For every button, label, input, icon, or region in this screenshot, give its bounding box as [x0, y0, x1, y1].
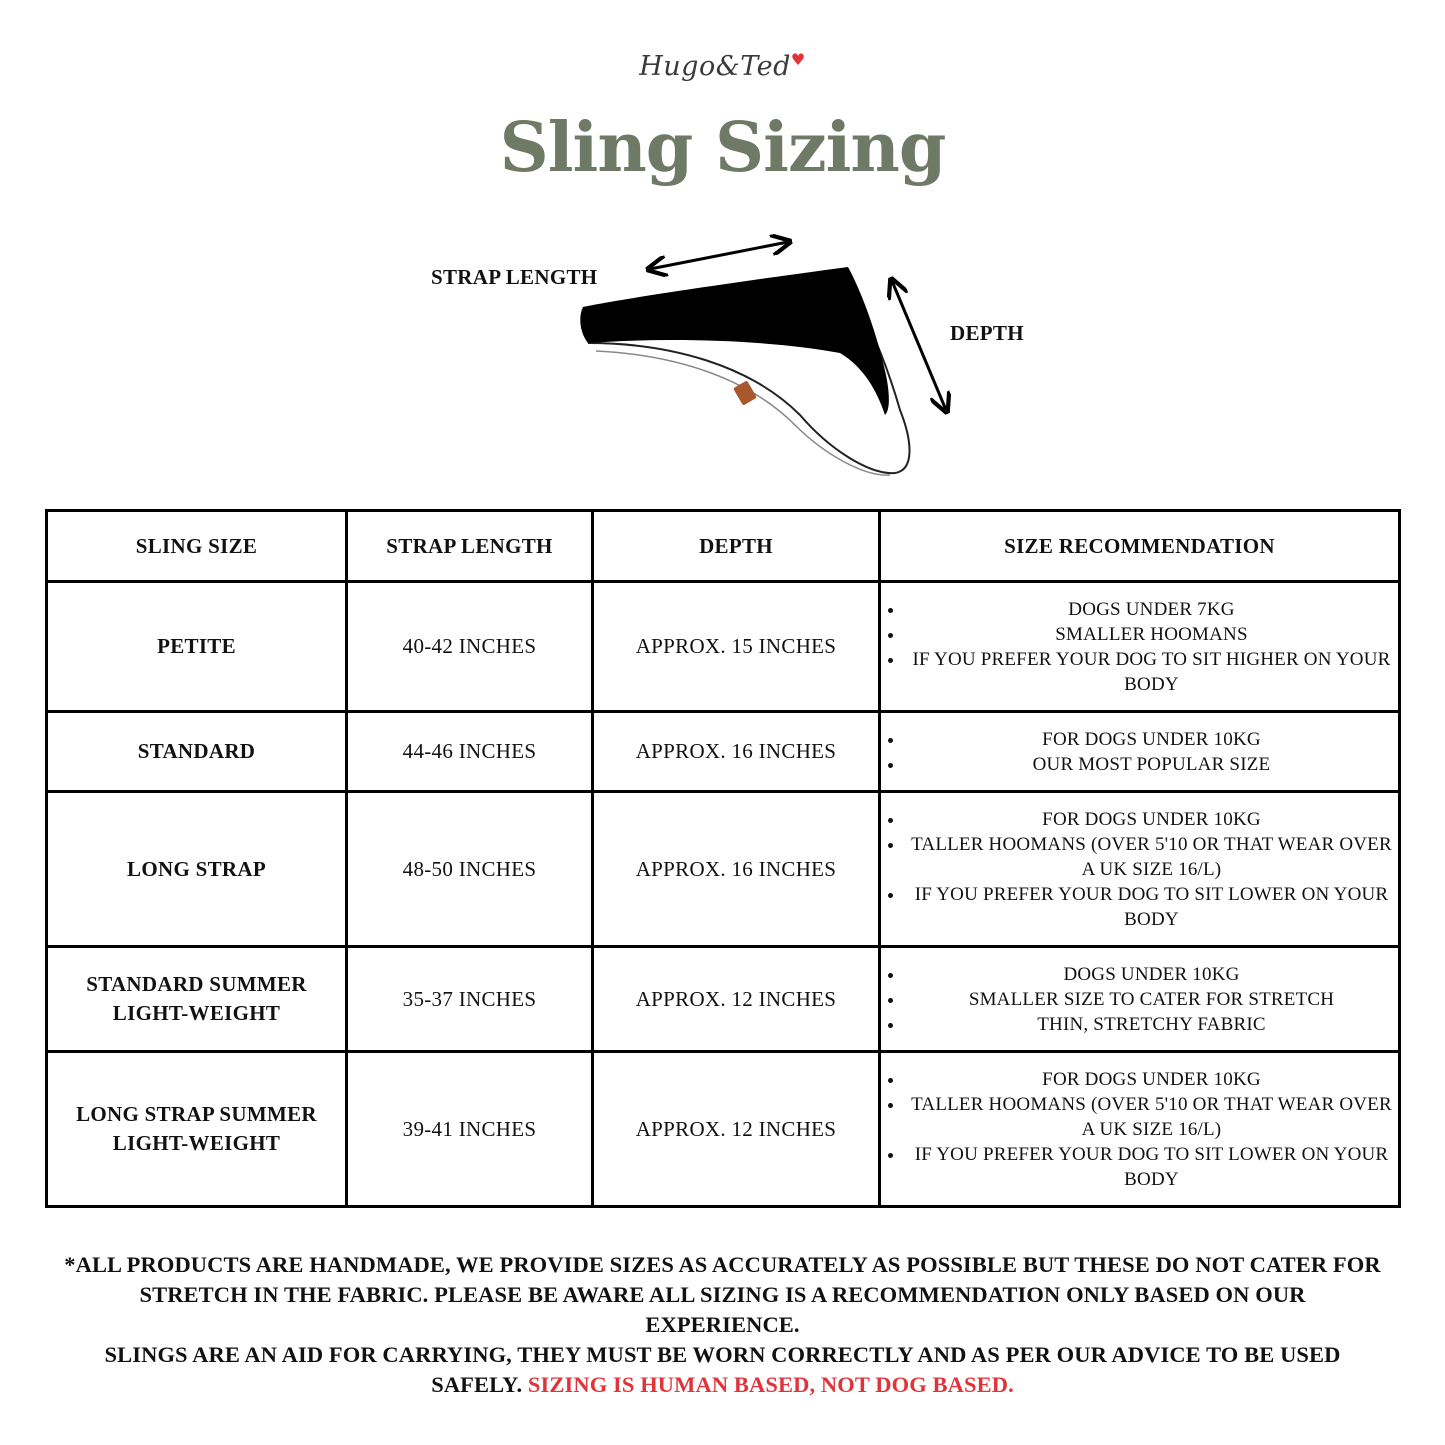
strap-cell: 48-50 INCHES — [347, 792, 593, 947]
header-size-recommendation: SIZE RECOMMENDATION — [880, 511, 1400, 582]
list-item: • SMALLER HOOMANS — [905, 622, 1398, 647]
table-row — [47, 582, 1400, 712]
size-cell: PETITE — [47, 582, 347, 712]
header-depth: DEPTH — [593, 511, 880, 582]
table-header-row — [47, 511, 1400, 582]
strap-cell: 35-37 INCHES — [347, 947, 593, 1052]
sling-diagram — [420, 225, 1060, 495]
size-cell: LONG STRAP SUMMER LIGHT-WEIGHT — [47, 1052, 347, 1207]
strap-cell: 40-42 INCHES — [347, 582, 593, 712]
recommendation-cell — [880, 1052, 1400, 1207]
list-item: • SMALLER SIZE TO CATER FOR STRETCH — [905, 987, 1398, 1012]
depth-cell: APPROX. 12 INCHES — [593, 947, 880, 1052]
size-cell: LONG STRAP — [47, 792, 347, 947]
list-item: • DOGS UNDER 10KG — [905, 962, 1398, 987]
sizing-table — [45, 509, 1401, 1208]
strap-cell: 39-41 INCHES — [347, 1052, 593, 1207]
table-row — [47, 712, 1400, 792]
strap-cell: 44-46 INCHES — [347, 712, 593, 792]
footer-note — [60, 1250, 1385, 1400]
depth-cell: APPROX. 12 INCHES — [593, 1052, 880, 1207]
recommendation-cell — [880, 947, 1400, 1052]
recommendation-cell — [880, 582, 1400, 712]
list-item: • OUR MOST POPULAR SIZE — [905, 752, 1398, 777]
list-item: • IF YOU PREFER YOUR DOG TO SIT LOWER ON YOUR BODY — [905, 882, 1398, 932]
brand-logo — [0, 50, 1445, 82]
table-row — [47, 1052, 1400, 1207]
header-sling-size: SLING SIZE — [47, 511, 347, 582]
depth-label: DEPTH — [950, 321, 1024, 345]
footer-safety: SLINGS ARE AN AID FOR CARRYING, THEY MUST BE WORN CORRECTLY AND AS PER OUR ADVICE TO BE USED SAFELY. — [104, 1342, 1341, 1397]
list-item: • FOR DOGS UNDER 10KG — [905, 807, 1398, 832]
strap-length-label: STRAP LENGTH — [431, 265, 598, 289]
depth-cell: APPROX. 15 INCHES — [593, 582, 880, 712]
page-title: Sling Sizing — [499, 108, 946, 188]
recommendation-cell — [880, 712, 1400, 792]
heart-icon: ♥ — [790, 50, 806, 69]
list-item: • IF YOU PREFER YOUR DOG TO SIT HIGHER ON YOUR BODY — [905, 647, 1398, 697]
list-item: • THIN, STRETCHY FABRIC — [905, 1012, 1398, 1037]
list-item: • TALLER HOOMANS (OVER 5'10 OR THAT WEAR OVER A UK SIZE 16/L) — [905, 832, 1398, 882]
list-item: • FOR DOGS UNDER 10KG — [905, 727, 1398, 752]
size-cell: STANDARD SUMMER LIGHT-WEIGHT — [47, 947, 347, 1052]
list-item: • IF YOU PREFER YOUR DOG TO SIT LOWER ON YOUR BODY — [905, 1142, 1398, 1192]
footer-warning: SIZING IS HUMAN BASED, NOT DOG BASED. — [527, 1372, 1014, 1397]
table-row — [47, 792, 1400, 947]
list-item: • TALLER HOOMANS (OVER 5'10 OR THAT WEAR OVER A UK SIZE 16/L) — [905, 1092, 1398, 1142]
depth-cell: APPROX. 16 INCHES — [593, 792, 880, 947]
list-item: • FOR DOGS UNDER 10KG — [905, 1067, 1398, 1092]
table-row — [47, 947, 1400, 1052]
depth-arrow — [892, 281, 946, 410]
header-strap-length: STRAP LENGTH — [347, 511, 593, 582]
size-cell: STANDARD — [47, 712, 347, 792]
brand-logo-text: Hugo&Ted — [639, 51, 791, 82]
recommendation-cell — [880, 792, 1400, 947]
depth-cell: APPROX. 16 INCHES — [593, 712, 880, 792]
footer-disclaimer: *ALL PRODUCTS ARE HANDMADE, WE PROVIDE SIZES AS ACCURATELY AS POSSIBLE BUT THESE DO NOT CATER FOR STRETCH IN THE FABRIC. PLEASE BE AWARE ALL SIZING IS A RECOMMENDATION ONLY BASED ON OUR EXPERIENCE. — [64, 1252, 1381, 1337]
list-item: • DOGS UNDER 7KG — [905, 597, 1398, 622]
strap-length-arrow — [650, 242, 788, 269]
